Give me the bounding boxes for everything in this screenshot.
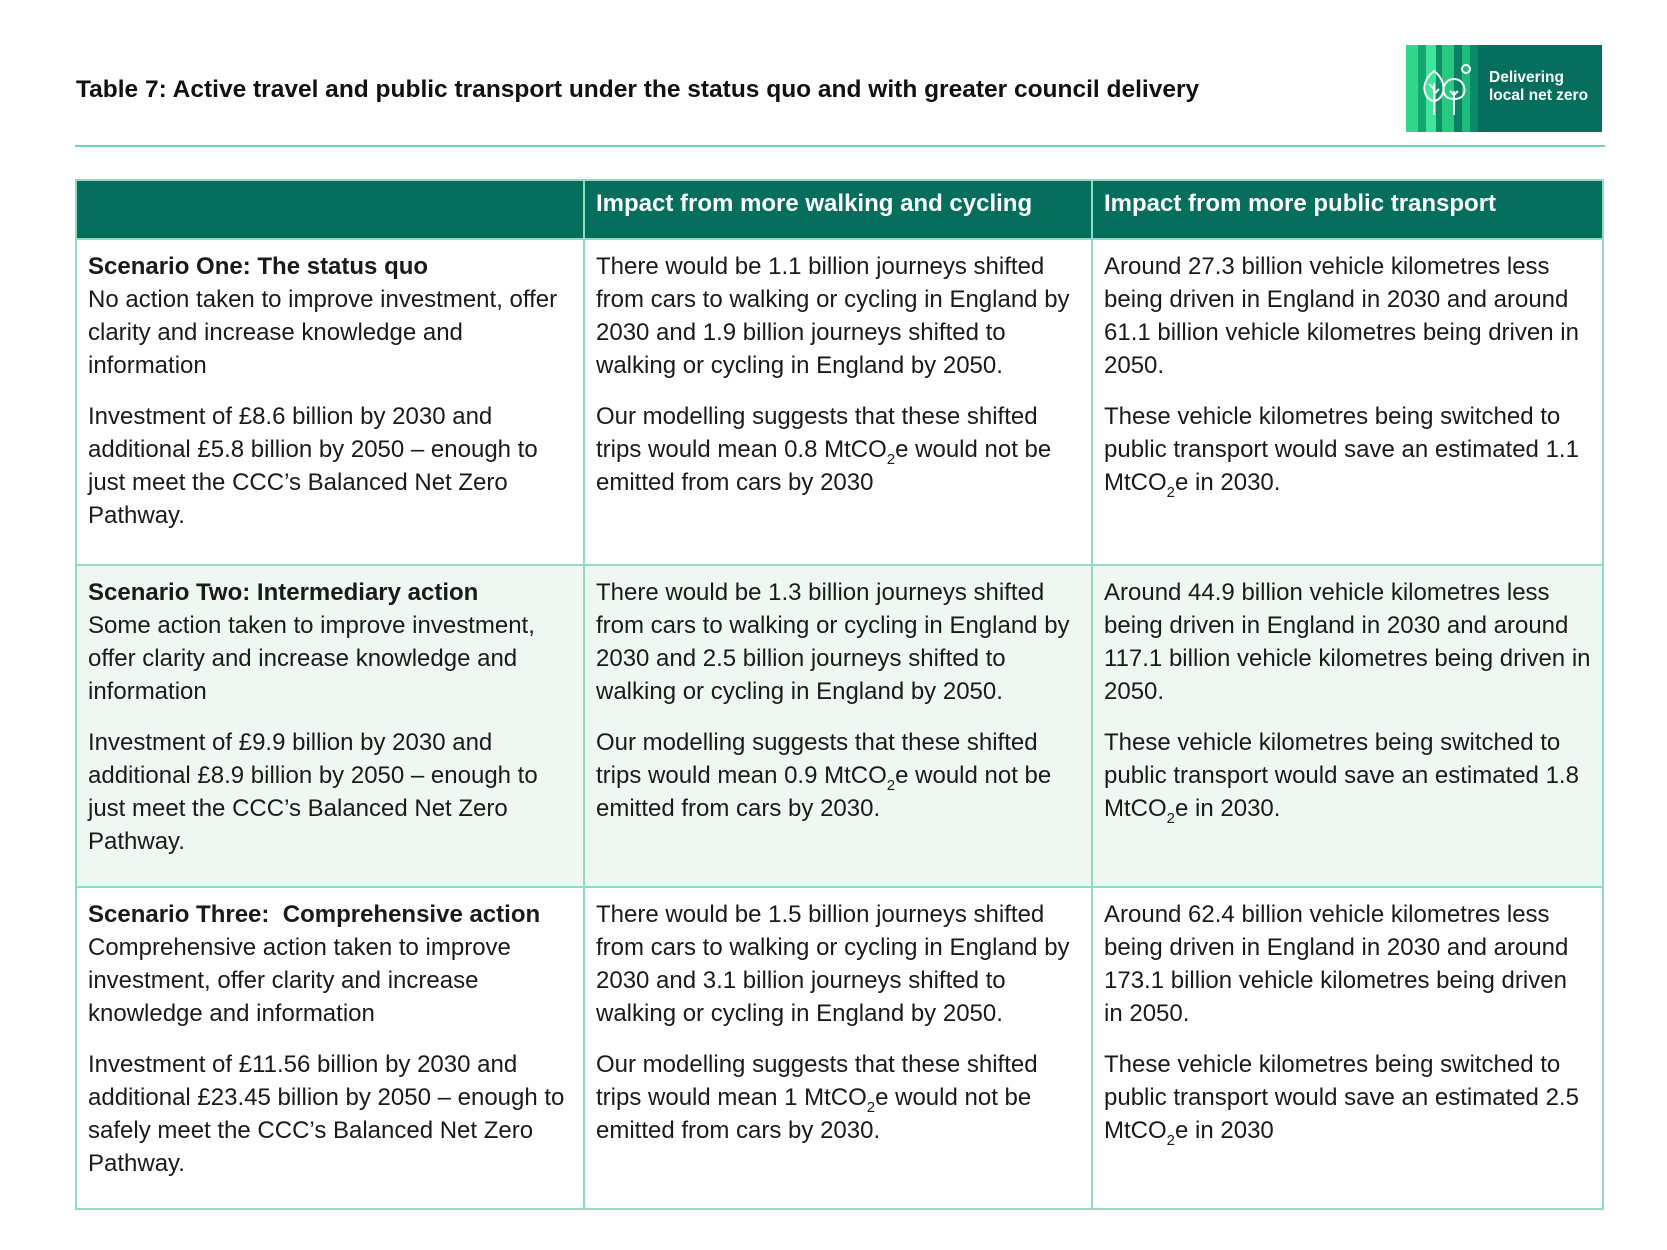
trees-icon: [1418, 61, 1480, 119]
table-row: [76, 565, 1603, 887]
scenario-description: Comprehensive action taken to improve investment, offer clarity and increase knowledge and information: [88, 934, 511, 1027]
transport-impact-text: Around 62.4 billion vehicle kilometres less being driven in England in 2030 and around 173.1 billion vehicle kilometres being driven in 2050.: [1104, 901, 1569, 1027]
scenario-title: Scenario Two: Intermediary action: [88, 579, 479, 606]
transport-emissions-text: These vehicle kilometres being switched to public transport would save an estimated 1.8 MtCO$_2$e in 2030.: [1104, 729, 1579, 827]
header-public-transport: Impact from more public transport: [1092, 180, 1603, 239]
scenario-cell: [76, 239, 584, 565]
scenario-cell: [76, 565, 584, 887]
delivering-local-net-zero-logo: [1406, 45, 1602, 132]
scenario-description: No action taken to improve investment, offer clarity and increase knowledge and information: [88, 286, 558, 379]
scenario-cell: [76, 887, 584, 1209]
table-row: [76, 239, 1603, 565]
transport-impact-text: Around 44.9 billion vehicle kilometres less being driven in England in 2030 and around 117.1 billion vehicle kilometres being driven in 2050.: [1104, 579, 1591, 705]
scenario-investment: Investment of £9.9 billion by 2030 and additional £8.9 billion by 2050 – enough to just meet the CCC’s Balanced Net Zero Pathway.: [88, 729, 538, 855]
scenario-title: Scenario One: The status quo: [88, 253, 429, 280]
logo-line-1: Delivering: [1489, 69, 1564, 86]
public-transport-cell: [1092, 565, 1603, 887]
scenarios-table: [75, 179, 1604, 1210]
walking-impact-text: There would be 1.3 billion journeys shifted from cars to walking or cycling in England by 2030 and 2.5 billion journeys shifted to walking or cycling in England by 2050.: [596, 579, 1070, 705]
transport-emissions-text: These vehicle kilometres being switched to public transport would save an estimated 1.1 MtCO$_2$e in 2030.: [1104, 403, 1579, 501]
walking-impact-text: There would be 1.1 billion journeys shifted from cars to walking or cycling in England by 2030 and 1.9 billion journeys shifted to walking or cycling in England by 2050.: [596, 253, 1070, 379]
transport-impact-text: Around 27.3 billion vehicle kilometres less being driven in England in 2030 and around 61.1 billion vehicle kilometres being driven in 2050.: [1104, 253, 1579, 379]
scenario-investment: Investment of £11.56 billion by 2030 and additional £23.45 billion by 2050 – enough to safely meet the CCC’s Balanced Net Zero Pathway.: [88, 1051, 565, 1177]
transport-emissions-text: These vehicle kilometres being switched to public transport would save an estimated 2.5 MtCO$_2$e in 2030: [1104, 1051, 1579, 1149]
scenario-title: Scenario Three: Comprehensive action: [88, 901, 541, 928]
walking-cycling-cell: [584, 239, 1092, 565]
logo-text: [1489, 69, 1588, 105]
page-title: Table 7: Active travel and public transport under the status quo and with greater council delivery: [76, 76, 1200, 103]
scenario-description: Some action taken to improve investment, offer clarity and increase knowledge and information: [88, 612, 535, 705]
walking-cycling-cell: [584, 887, 1092, 1209]
table-row: [76, 887, 1603, 1209]
walking-emissions-text: Our modelling suggests that these shifted trips would mean 1 MtCO$_2$e would not be emitted from cars by 2030.: [596, 1051, 1038, 1144]
walking-impact-text: There would be 1.5 billion journeys shifted from cars to walking or cycling in England by 2030 and 3.1 billion journeys shifted to walking or cycling in England by 2050.: [596, 901, 1070, 1027]
walking-emissions-text: Our modelling suggests that these shifted trips would mean 0.9 MtCO$_2$e would not be emitted from cars by 2030.: [596, 729, 1052, 822]
public-transport-cell: [1092, 887, 1603, 1209]
title-divider: [75, 145, 1605, 147]
header-walking-cycling: Impact from more walking and cycling: [584, 180, 1092, 239]
scenario-investment: Investment of £8.6 billion by 2030 and additional £5.8 billion by 2050 – enough to just meet the CCC’s Balanced Net Zero Pathway.: [88, 403, 538, 529]
walking-cycling-cell: [584, 565, 1092, 887]
walking-emissions-text: Our modelling suggests that these shifted trips would mean 0.8 MtCO$_2$e would not be emitted from cars by 2030: [596, 403, 1052, 496]
logo-line-2: local net zero: [1489, 87, 1589, 104]
table-header-row: [76, 180, 1603, 239]
public-transport-cell: [1092, 239, 1603, 565]
header-cell-empty: [76, 180, 584, 239]
